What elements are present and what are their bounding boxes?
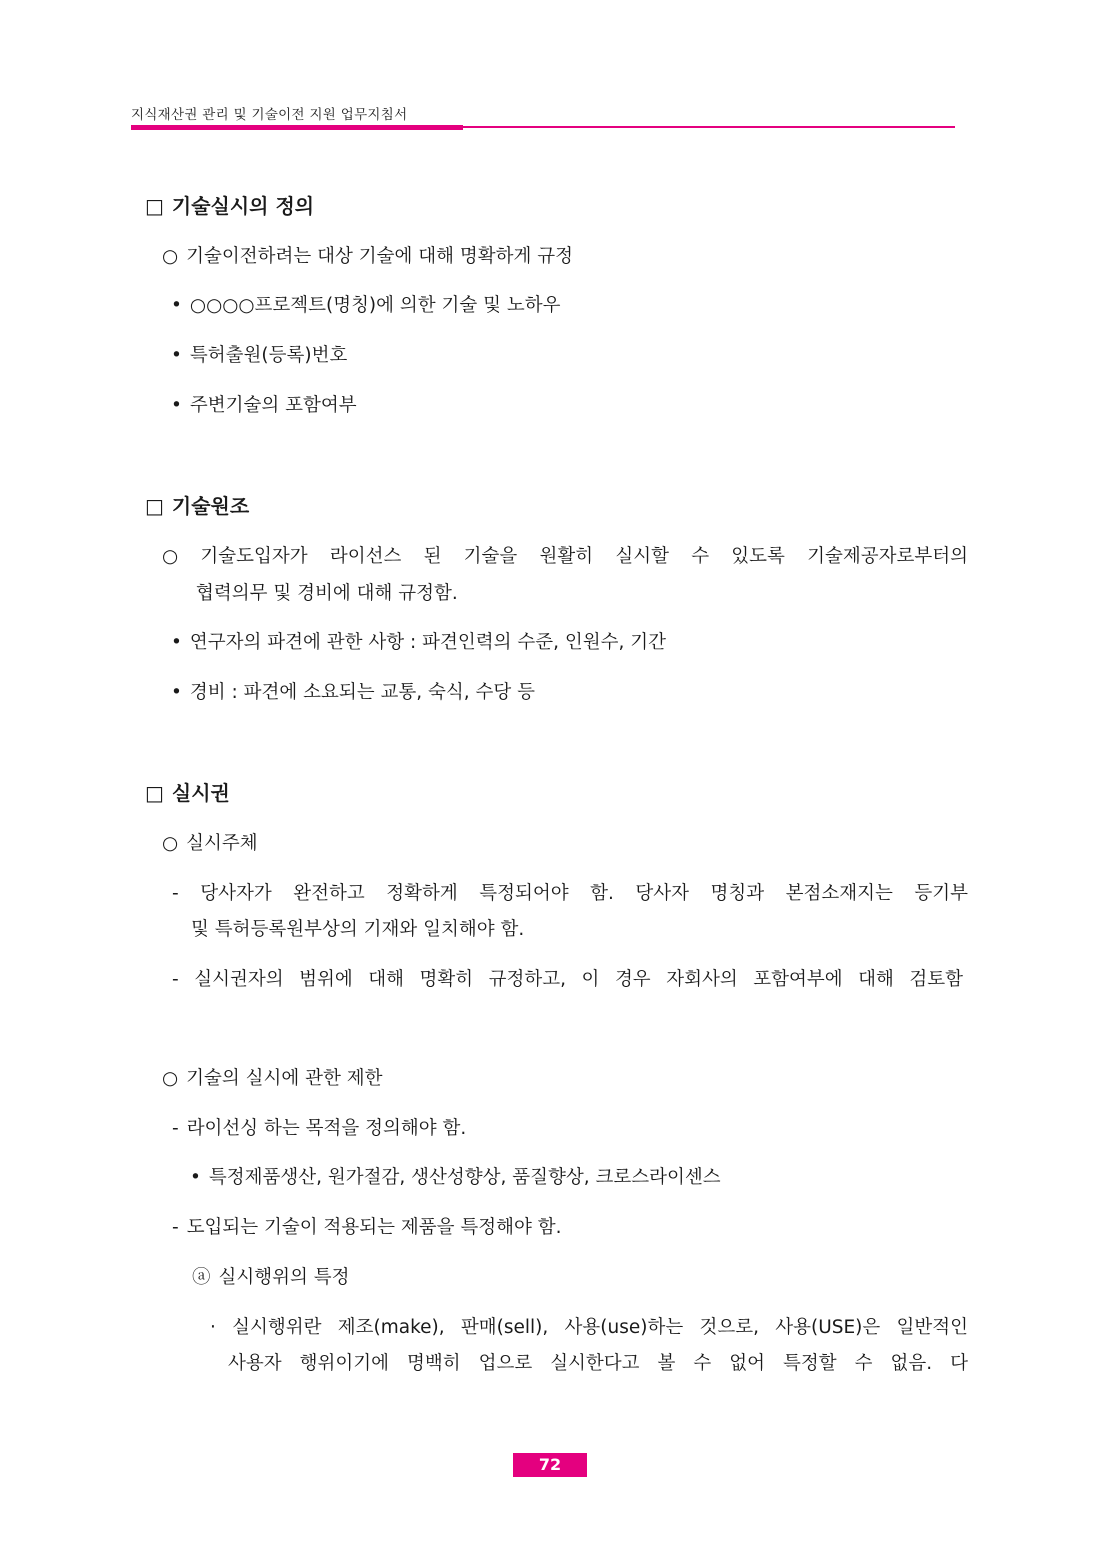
dot-bullet-icon: •: [171, 395, 182, 416]
bullet-item: [171, 344, 347, 368]
bullet-item: [171, 631, 666, 655]
item-text: 기술도입자가 라이선스 된 기술을 원활히 실시할 수 있도록 기술제공자로부터의: [200, 546, 968, 567]
item-continuation: 사용자 행위이기에 명백히 업으로 실시한다고 볼 수 없어 특정할 수 없음. 다: [228, 1353, 968, 1374]
item-text: 특허출원(등록)번호: [189, 345, 348, 366]
dot-bullet-icon: •: [171, 345, 182, 366]
section-heading-tech-assistance: [145, 493, 249, 519]
item-text: 당사자가 완전하고 정확하게 특정되어야 함. 당사자 명칭과 본점소재지는 등기부: [200, 883, 969, 904]
dash-item: [172, 1216, 562, 1240]
item-text: 기술의 실시에 관한 제한: [186, 1068, 383, 1089]
item-text: 라이선싱 하는 목적을 정의해야 함.: [186, 1118, 467, 1139]
middot-item: [210, 1316, 968, 1340]
circle-item: [162, 832, 258, 856]
bullet-item: [171, 681, 535, 705]
section-heading-text: 실시권: [171, 781, 230, 805]
circled-a-icon: ⓐ: [192, 1267, 211, 1288]
section-heading-license: [145, 780, 230, 806]
header-rule-accent: [131, 125, 463, 130]
item-text: 연구자의 파견에 관한 사항 : 파견인력의 수준, 인원수, 기간: [189, 632, 666, 653]
circle-item: [162, 245, 573, 269]
item-text: 실시행위의 특정: [218, 1267, 350, 1288]
section-heading-tech-definition: [145, 193, 314, 219]
item-text: 실시주체: [186, 833, 258, 854]
dash-bullet-icon: -: [172, 1118, 179, 1139]
bullet-item: [171, 294, 561, 318]
checkbox-square-icon: □: [145, 781, 164, 805]
lettered-item: [192, 1266, 350, 1290]
item-text: 도입되는 기술이 적용되는 제품을 특정해야 함.: [186, 1217, 562, 1238]
section-heading-text: 기술원조: [171, 494, 250, 518]
item-text: ○○○○프로젝트(명칭)에 의한 기술 및 노하우: [189, 295, 561, 316]
item-text: 특정제품생산, 원가절감, 생산성향상, 품질향상, 크로스라이센스: [208, 1167, 721, 1188]
header-title: 지식재산권 관리 및 기술이전 지원 업무지침서: [131, 107, 408, 123]
dash-bullet-icon: -: [172, 883, 179, 904]
dash-item: [172, 882, 968, 906]
running-header: [131, 103, 955, 123]
dash-item: [172, 1117, 466, 1141]
dash-item: [172, 968, 963, 992]
item-continuation: 협력의무 및 경비에 대해 규정함.: [196, 583, 458, 604]
section-heading-text: 기술실시의 정의: [171, 194, 315, 218]
circle-bullet-icon: ○: [162, 1068, 179, 1089]
checkbox-square-icon: □: [145, 194, 164, 218]
middot-bullet-icon: ·: [210, 1317, 216, 1338]
item-continuation: 및 특허등록원부상의 기재와 일치해야 함.: [191, 919, 525, 940]
dash-bullet-icon: -: [172, 969, 179, 990]
dash-bullet-icon: -: [172, 1217, 179, 1238]
dot-bullet-icon: •: [171, 632, 182, 653]
circle-bullet-icon: ○: [162, 833, 179, 854]
item-text: 실시행위란 제조(make), 판매(sell), 사용(use)하는 것으로, 사용(USE)은 일반적인: [232, 1317, 969, 1338]
item-text: 주변기술의 포함여부: [189, 395, 357, 416]
dot-bullet-icon: •: [171, 682, 182, 703]
bullet-item: [190, 1166, 721, 1190]
item-text: 실시권자의 범위에 대해 명확히 규정하고, 이 경우 자회사의 포함여부에 대해 검토함: [194, 969, 963, 990]
bullet-item: [171, 394, 357, 418]
checkbox-square-icon: □: [145, 494, 164, 518]
item-text: 경비 : 파견에 소요되는 교통, 숙식, 수당 등: [189, 682, 536, 703]
dot-bullet-icon: •: [190, 1167, 201, 1188]
page-number: 72: [513, 1453, 587, 1477]
circle-item: [162, 1067, 383, 1091]
dot-bullet-icon: •: [171, 295, 182, 316]
circle-bullet-icon: ○: [162, 246, 179, 267]
circle-bullet-icon: ○: [162, 546, 179, 567]
item-text: 기술이전하려는 대상 기술에 대해 명확하게 규정: [186, 246, 573, 267]
circle-item: [162, 545, 968, 569]
